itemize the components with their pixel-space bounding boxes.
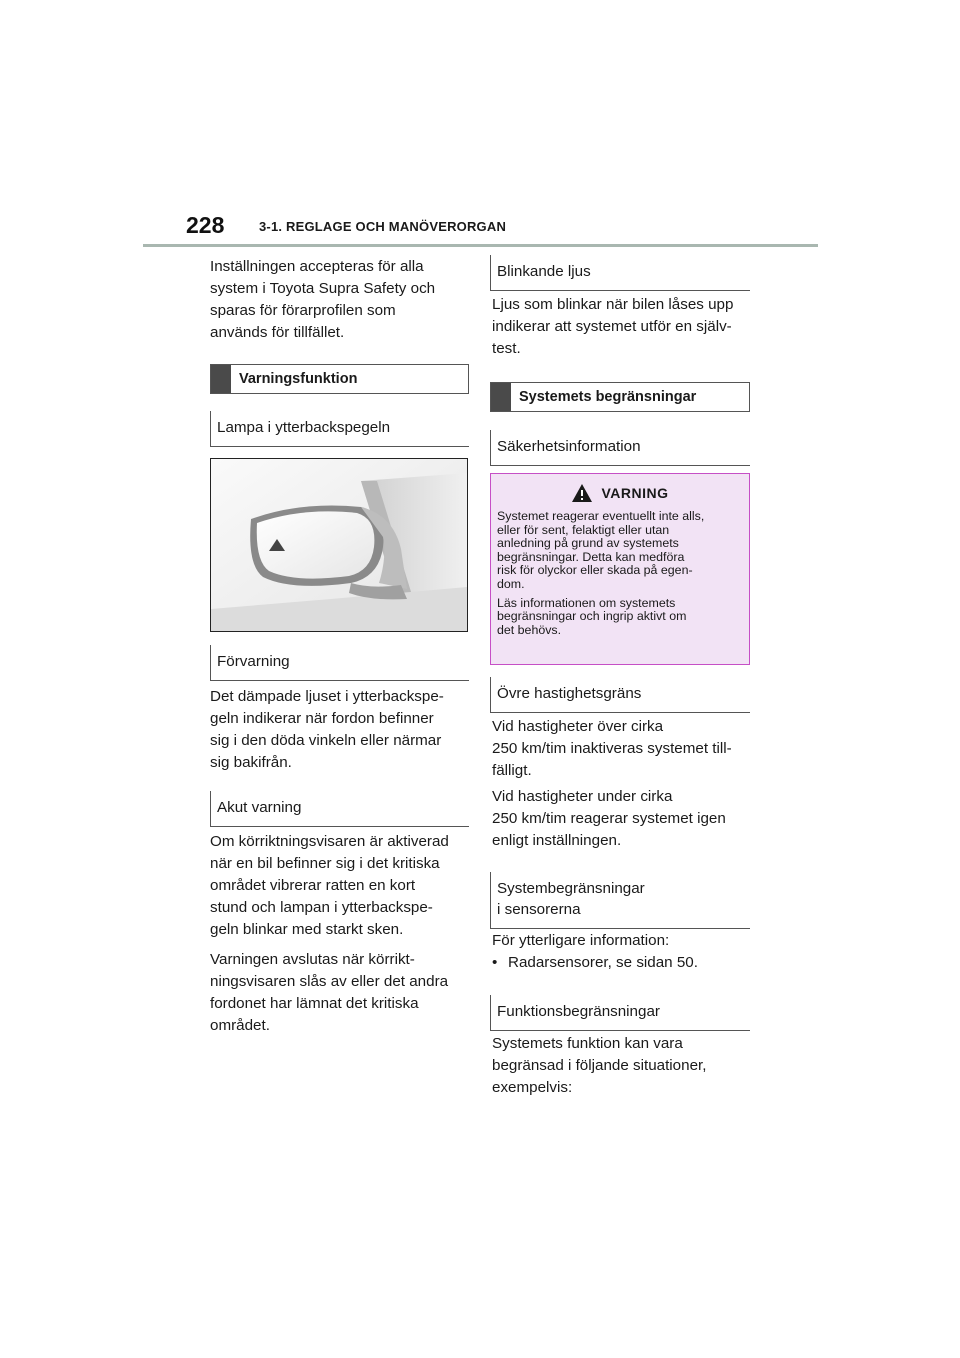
- ovre-paragraph-1: Vid hastigheter över cirka 250 km/tim inaktiveras systemet till- fälligt.: [492, 718, 732, 779]
- subhead-lampa: Lampa i ytterbackspegeln: [210, 411, 469, 447]
- warning-title: VARNING: [601, 485, 669, 501]
- subhead-funktion: Funktionsbegränsningar: [490, 995, 750, 1031]
- bullet-dot-icon: •: [492, 954, 498, 971]
- side-mirror-image: [211, 459, 467, 631]
- chapter-title: 3-1. REGLAGE OCH MANÖVERORGAN: [259, 219, 507, 234]
- warning-header: [491, 478, 749, 508]
- section-varningsfunktion: Varningsfunktion: [210, 364, 469, 394]
- intro-paragraph: Inställningen accepteras för alla system i Toyota Supra Safety och sparas för förarprofilen som används för tillfället.: [210, 258, 436, 341]
- mirror-illustration: [210, 458, 468, 632]
- subhead-systembegransningar: Systembegränsningar i sensorerna: [490, 872, 750, 929]
- funktion-paragraph: Systemets funktion kan vara begränsad i följande situationer, exempelvis:: [492, 1035, 707, 1096]
- subhead-blinkande: Blinkande ljus: [490, 255, 750, 291]
- warning-triangle-icon: [571, 483, 593, 503]
- ovre-paragraph-2: Vid hastigheter under cirka 250 km/tim reagerar systemet igen enligt inställningen.: [492, 788, 726, 849]
- forvarning-paragraph: Det dämpade ljuset i ytterbackspe- geln indikerar när fordon befinner sig i den döda vinkeln eller närmar sig bakifrån.: [210, 688, 444, 771]
- akut-paragraph-2: Varningen avslutas när körrikt- ningsvisaren slås av eller det andra fordonet har lämnat det kritiska området.: [210, 951, 449, 1034]
- subhead-ovre-hastighet: Övre hastighetsgräns: [490, 677, 750, 713]
- header-rule: [143, 244, 818, 247]
- subhead-forvarning: Förvarning: [210, 645, 469, 681]
- section-tab: [491, 383, 511, 411]
- section-tab: [211, 365, 231, 393]
- warning-body: Systemet reagerar eventuellt inte alls, eller för sent, felaktigt eller utan anledning på grund av systemets begränsningar. Detta kan medföra risk för olyckor eller skada på egen- dom. Läs informationen om systemets begränsningar och ingrip aktivt om det behövs.: [497, 509, 705, 637]
- subhead-akut: Akut varning: [210, 791, 469, 827]
- section-begransningar: Systemets begränsningar: [490, 382, 750, 412]
- bullet-item: • Radarsensorer, se sidan 50.: [492, 952, 754, 974]
- blink-paragraph: Ljus som blinkar när bilen låses upp indikerar att systemet utför en själv- test.: [492, 296, 734, 357]
- warning-box: [490, 473, 750, 665]
- subhead-sakerhet: Säkerhetsinformation: [490, 430, 750, 466]
- page-number: 228: [186, 212, 225, 238]
- akut-paragraph-1: Om körriktningsvisaren är aktiverad när en bil befinner sig i det kritiska området vibrerar ratten en kort stund och lampan i ytterbackspe- geln blinkar med starkt sken.: [210, 833, 449, 938]
- info-paragraph: För ytterligare information: • Radarsensorer, se sidan 50.: [492, 930, 754, 974]
